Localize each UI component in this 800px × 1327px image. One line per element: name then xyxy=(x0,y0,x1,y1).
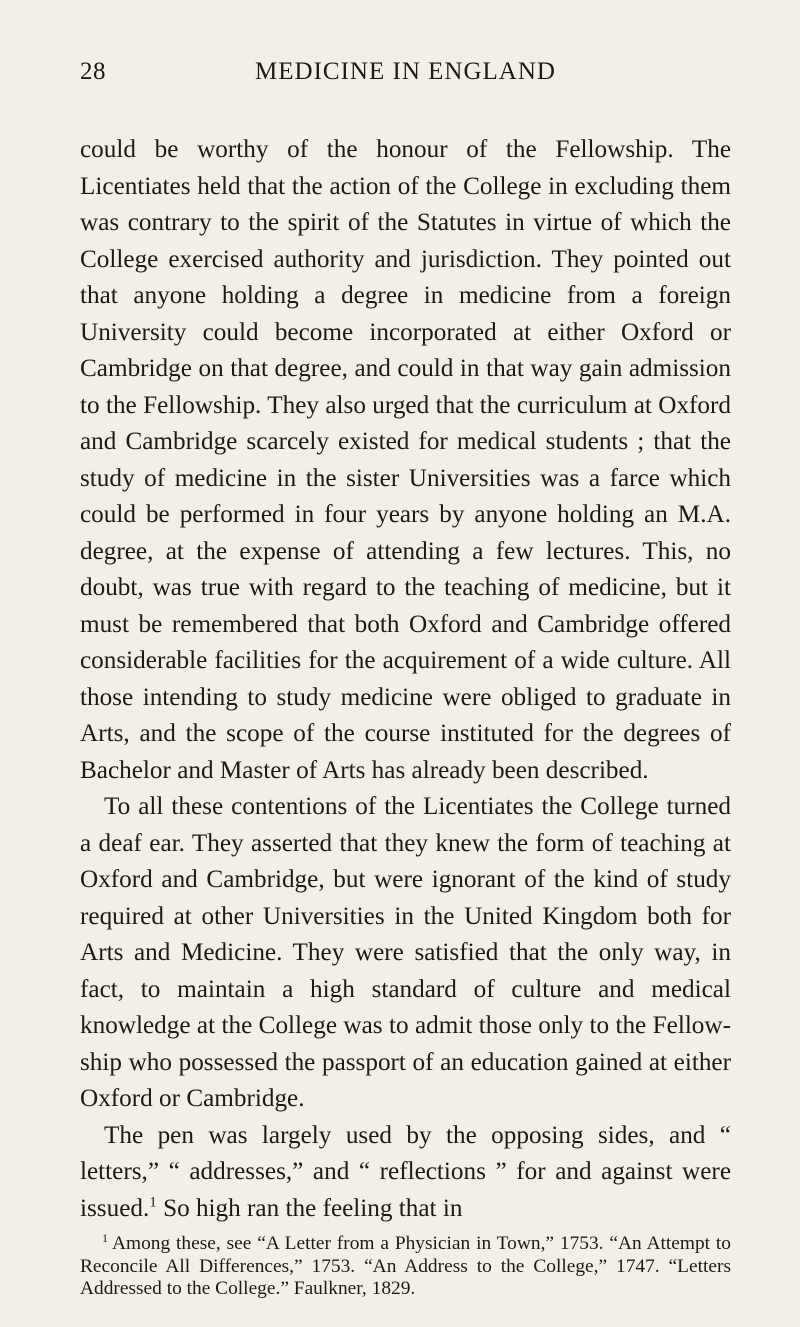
footnotes xyxy=(80,1230,731,1301)
body-text xyxy=(80,132,731,1227)
paragraph-3-continuation: So high ran the feeling that in xyxy=(156,1194,463,1222)
running-head xyxy=(80,58,731,98)
footnote xyxy=(80,1230,731,1301)
paragraph-3-text: The pen was largely used by the opposing sides, and “ letters,” “ addresses,” and “ reflections ” for and against were issued. xyxy=(80,1121,731,1222)
page-content xyxy=(80,58,731,1301)
footnote-text: Among these, see “A Letter from a Physician in Town,” 1753. “An Attempt to Reconcile All Differences,” 1753. “An Address to the College,” 1747. “Letters Addressed to the College.” Faulkner, 1829. xyxy=(80,1233,731,1299)
page-number: 28 xyxy=(80,58,106,85)
footnote-number: 1 xyxy=(102,1230,108,1245)
paragraph-2: To all these contentions of the Licentiates the College turned a deaf ear. They asserted that they knew the form of teaching at Oxford and Cambridge, but were ignorant of the kind of study required at other Universities in the United Kingdom both for Arts and Medicine. They were satisfied that the only way, in fact, to maintain a high standard of culture and medical knowledge at the College was to admit those only to the Fellowship who possessed the passport of an education gained at either Oxford or Cambridge. xyxy=(80,793,731,1112)
running-title: MEDICINE IN ENGLAND xyxy=(255,58,556,85)
paragraph-3 xyxy=(80,1118,731,1228)
paragraph-1: could be worthy of the honour of the Fellowship. The Licentiates held that the action of the College in excluding them was contrary to the spirit of the Statutes in virtue of which the College exercised authority and jurisdiction. They pointed out that anyone holding a degree in medicine from a foreign University could become incorporated at either Oxford or Cambridge on that degree, and could in that way gain admission to the Fellowship. They also urged that the curriculum at Oxford and Cambridge scarcely existed for medical students ; that the study of medicine in the sister Universities was a farce which could be performed in four years by anyone holding an M.A. degree, at the expense of attending a few lectures. This, no doubt, was true with regard to the teaching of medicine, but it must be remembered that both Oxford and Cambridge offered considerable facilities for the acquirement of a wide culture. All those intending to study medicine were obliged to graduate in Arts, and the scope of the course instituted for the degrees of Bachelor and Master of Arts has already been described. xyxy=(80,136,731,784)
footnote-reference: 1 xyxy=(149,1194,157,1211)
